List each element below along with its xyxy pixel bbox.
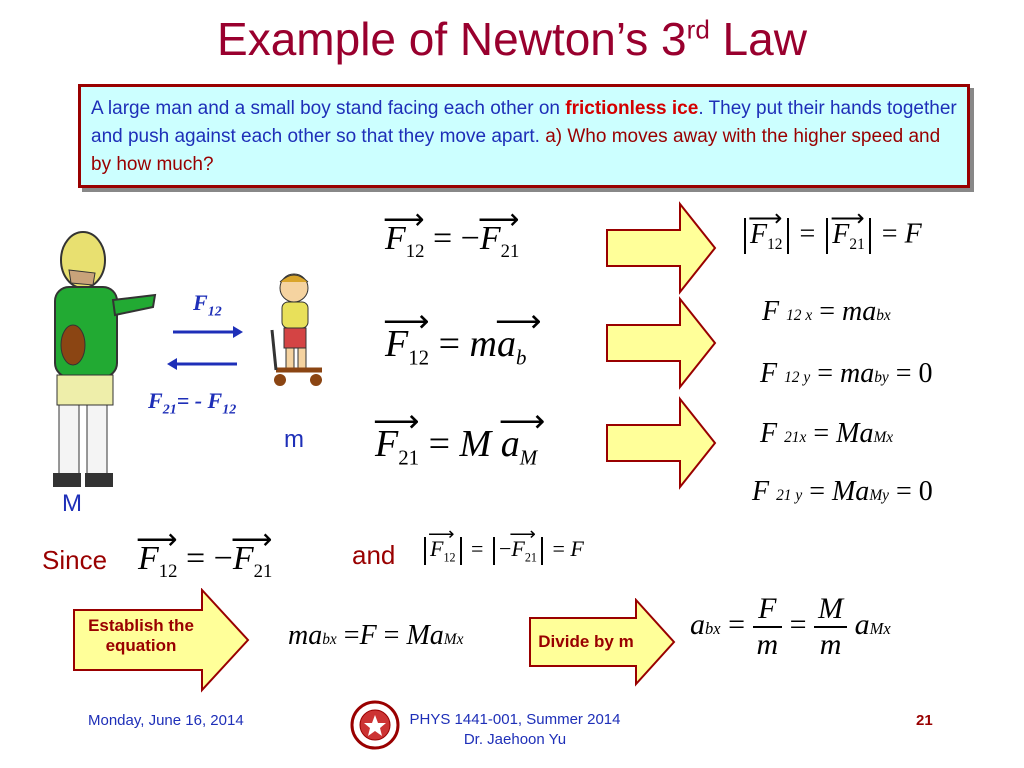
since-label: Since: [42, 545, 108, 575]
equation-f12: ⟶ $F_{12}$ = m⟶ $a_b$: [385, 322, 526, 371]
arrow-3: [605, 395, 720, 490]
problem-highlight: frictionless ice: [565, 98, 699, 119]
problem-text: A large man and a small boy stand facing each other on: [91, 98, 566, 119]
force-arrows: [165, 322, 245, 372]
equation-since: ⟶ $F_{12}$ = −⟶ $F_{21}$: [138, 540, 272, 583]
and-label: and: [352, 540, 396, 570]
equation-magnitudes: ⟶ $F_{12}$ = ⟶ $F_{21} = F$: [740, 218, 922, 254]
footer-date: Monday, June 16, 2014: [88, 712, 244, 729]
page-title: Example of Newton’s 3rd Law: [217, 13, 807, 65]
page-number: 21: [916, 712, 933, 729]
footer-course: [400, 710, 630, 750]
equation-third-law: ⟶ $F_{12}$ = −⟶ $F_{21}$: [385, 220, 519, 263]
problem-box: [78, 84, 970, 188]
equation-establish: mabx =F = MaMx: [288, 620, 464, 651]
equation-and-magnitudes: ⟶ $F_{12}$ = −⟶ $F_{21} = F$: [420, 536, 584, 565]
problem-question: a) Who moves away with the higher speed and by how much?: [91, 126, 941, 175]
equation-result: abx = $\frac{F}{m}$ = $\frac{M}{m}$ aMx: [690, 592, 891, 661]
boy-clipart: [262, 270, 332, 390]
f21-label: $F_{21}= - F_{12}$: [148, 388, 237, 418]
divide-label: Divide by m: [538, 632, 634, 651]
man-clipart: [25, 215, 160, 505]
establish-label: Establish the equation: [88, 616, 194, 655]
equation-f12y: F 12 y = maby = 0: [760, 358, 933, 389]
arrow-2: [605, 295, 720, 390]
f12-label: $F_{12}$: [193, 290, 222, 320]
footer-instructor: Dr. Jaehoon Yu: [463, 731, 567, 748]
arrow-1: [605, 200, 720, 295]
man-mass-label: M: [62, 490, 82, 517]
equation-f21x: F 21x = MaMx: [760, 418, 894, 449]
equation-f12x: F 12 x = mabx: [762, 296, 891, 327]
university-seal-icon: [350, 700, 400, 750]
boy-mass-label: m: [284, 426, 304, 453]
equation-f21y: F 21 y = MaMy = 0: [752, 476, 933, 507]
problem-text-2: . They put their hands together and push against each other so that they move apart.: [91, 98, 957, 147]
footer-course-name: PHYS 1441-001, Summer 2014: [409, 711, 621, 728]
equation-f21: ⟶ $F_{21} = M$ ⟶ $a_M$: [375, 422, 537, 471]
